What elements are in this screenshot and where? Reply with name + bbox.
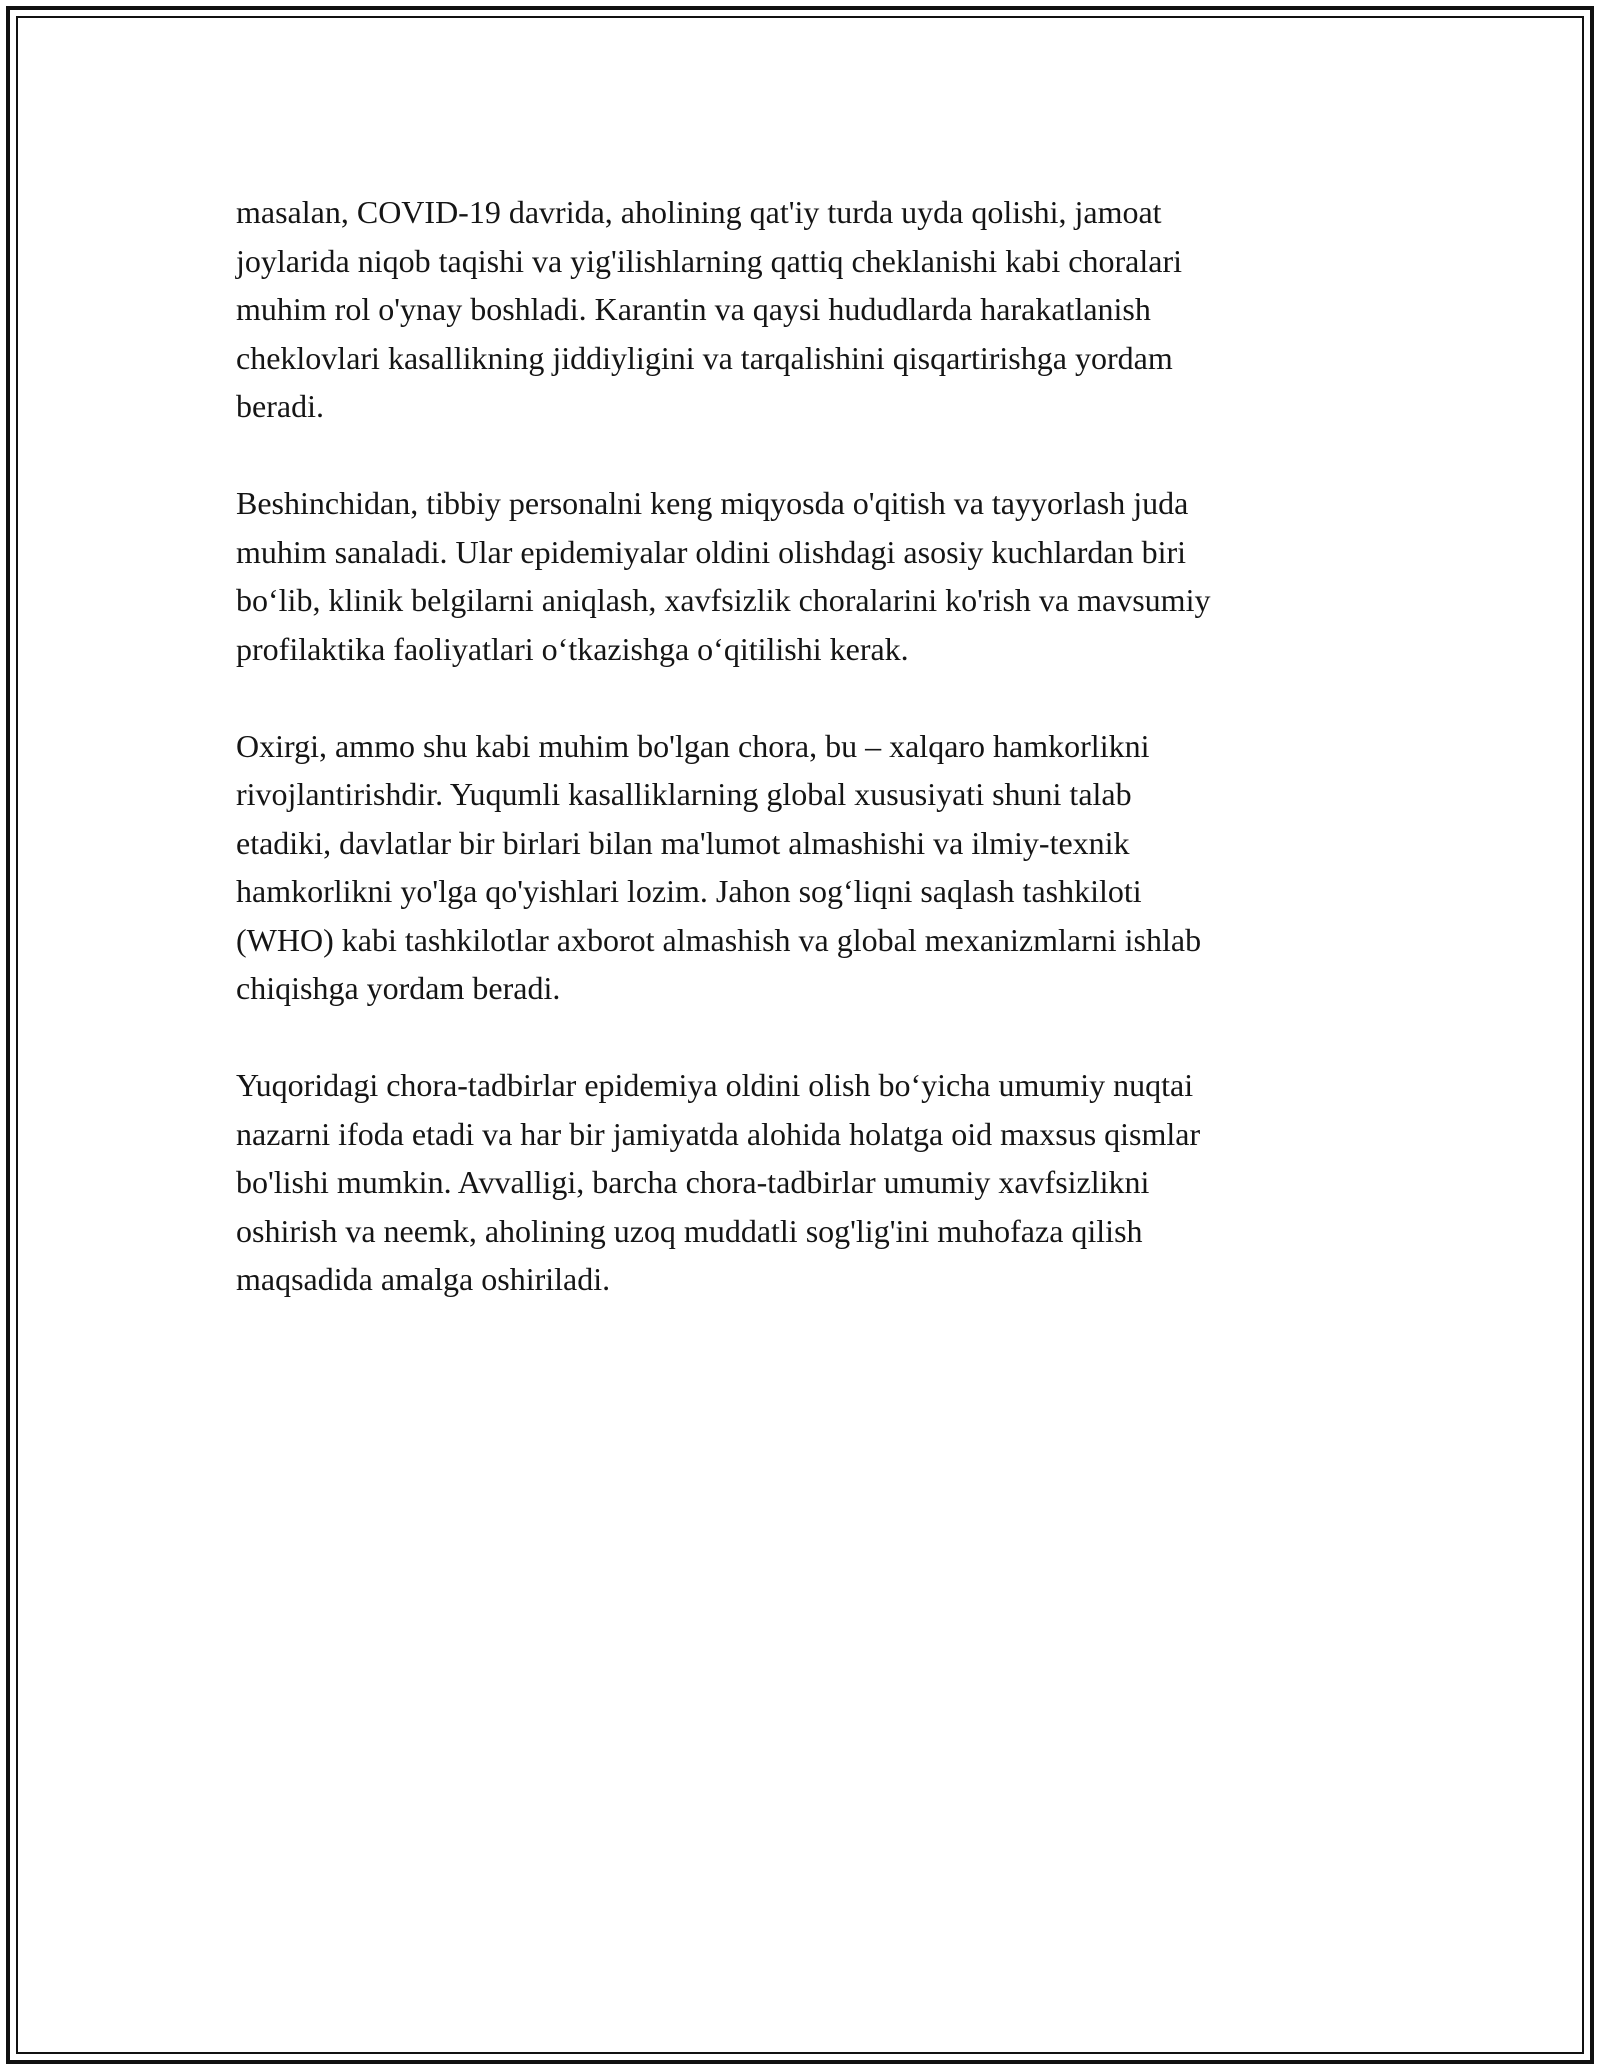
paragraph-2: Beshinchidan, tibbiy personalni keng miqyosda o'qitish va tayyorlash juda muhim sanaladi. Ular epidemiyalar oldini olishdagi asosiy kuchlardan biri bo‘lib, klinik belgilarni aniqlash, xavfsizlik choralarini ko'rish va mavsumiy profilaktika faoliyatlari o‘tkazishga o‘qitilishi kerak. — [236, 485, 1211, 667]
paragraph-4: Yuqoridagi chora-tadbirlar epidemiya oldini olish bo‘yicha umumiy nuqtai nazarni ifoda etadi va har bir jamiyatda alohida holatga oid maxsus qismlar bo'lishi mumkin. Avvalligi, barcha chora-tadbirlar umumiy xavfsizlikni oshirish va neemk, aholining uzoq muddatli sog'lig'ini muhofaza qilish maqsadida amalga oshiriladi. — [236, 1067, 1201, 1297]
paragraph-3: Oxirgi, ammo shu kabi muhim bo'lgan chora, bu – xalqaro hamkorlikni rivojlantirishdir. Yuqumli kasalliklarning global xususiyati shuni talab etadiki, davlatlar bir birlari bilan ma'lumot almashishi va ilmiy-texnik hamkorlikni yo'lga qo'yishlari lozim. Jahon sog‘liqni saqlash tashkiloti (WHO) kabi tashkilotlar axborot almashish va global mexanizmlarni ishlab chiqishga yordam beradi. — [236, 727, 1202, 1006]
document-body — [236, 188, 1366, 1352]
paragraph-1: masalan, COVID-19 davrida, aholining qat'iy turda uyda qolishi, jamoat joylarida niqob taqishi va yig'ilishlarning qattiq cheklanishi kabi choralari muhim rol o'ynay boshladi. Karantin va qaysi hududlarda harakatlanish cheklovlari kasallikning jiddiyligini va tarqalishini qisqartirishga yordam beradi. — [236, 194, 1182, 424]
